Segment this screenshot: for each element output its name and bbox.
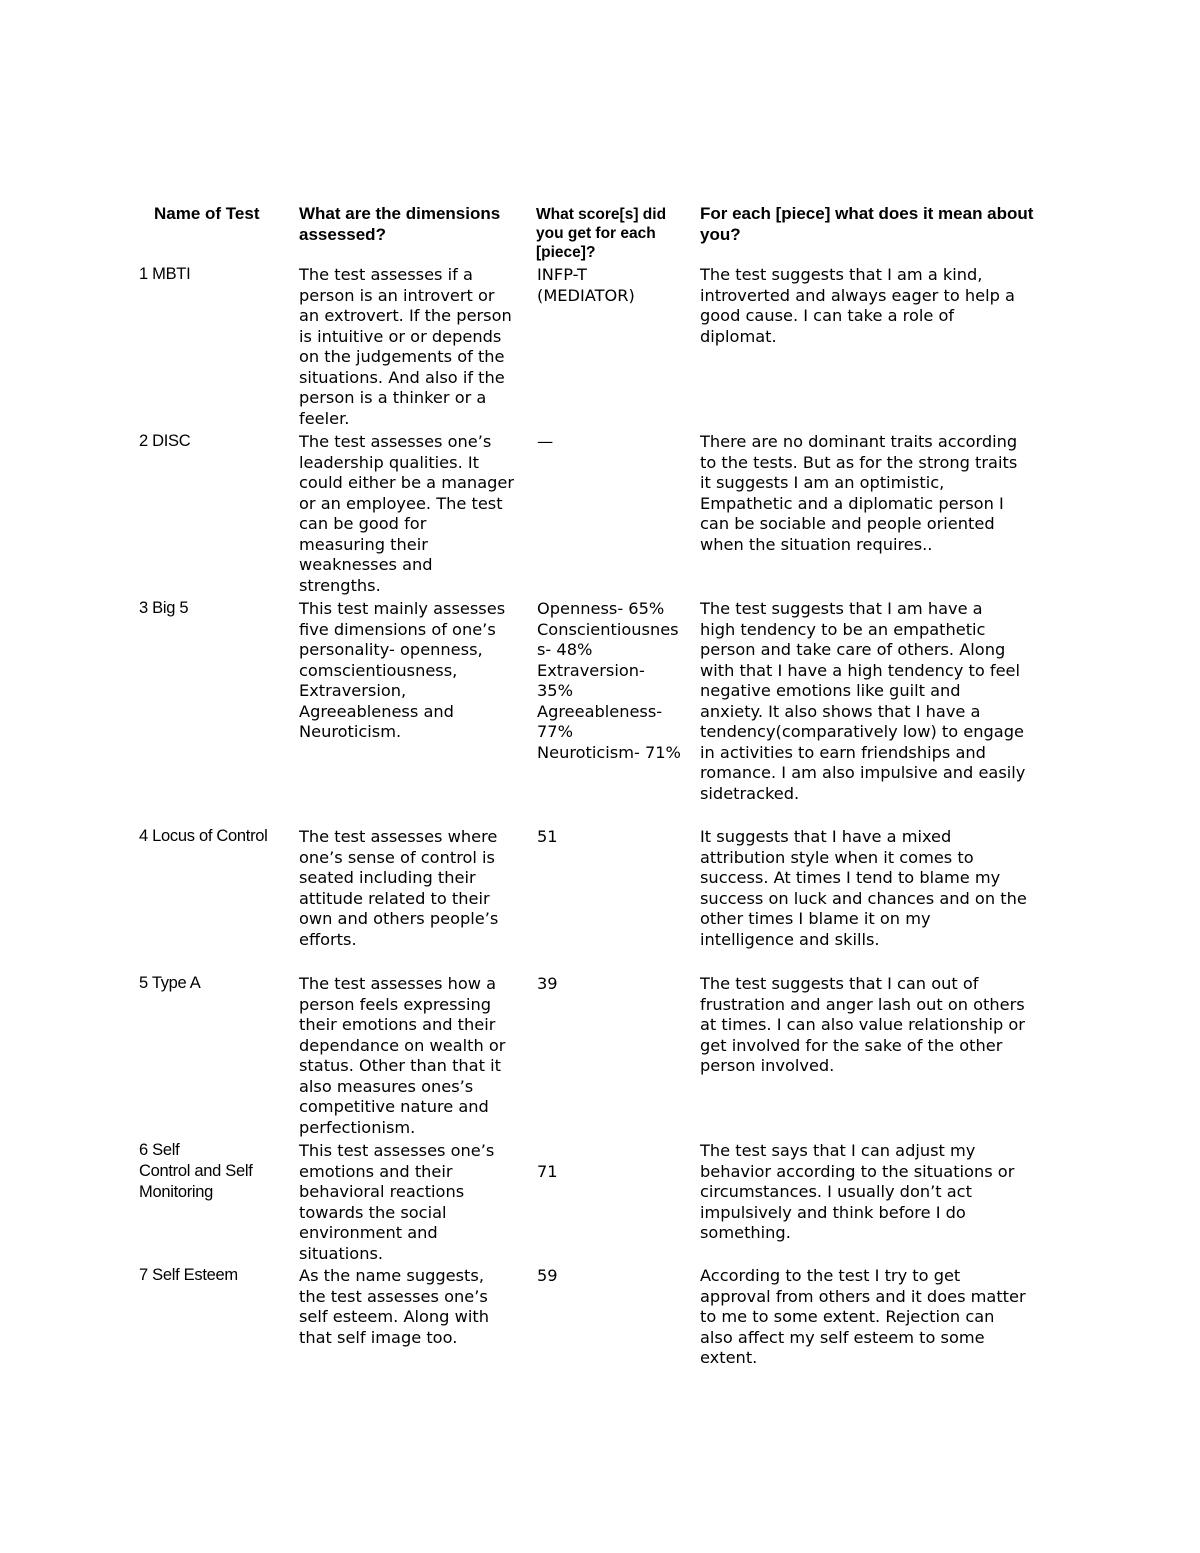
row-5-meaning: The test suggests that I can out of frustration and anger lash out on others at times. I can also value relationship or get involved for the sake of the other person involved. <box>700 974 1025 1075</box>
row-6-name: 6 Self Control and Self Monitoring <box>139 1141 253 1201</box>
header-score: What score[s] did you get for each [piece]? <box>536 206 667 261</box>
row-5-dimensions: The test assesses how a person feels expressing their emotions and their dependance on wealth or status. Other than that it also measures ones’s competitive nature and perfectionism. <box>299 974 506 1137</box>
row-3-name: 3 Big 5 <box>139 599 189 617</box>
row-1-meaning: The test suggests that I am a kind, introverted and always eager to help a good cause. I can take a role of diplomat. <box>700 265 1015 346</box>
row-6-meaning: The test says that I can adjust my behavior according to the situations or circumstances. I usually don’t act impulsively and think before I do something. <box>700 1141 1015 1242</box>
row-4-name: 4 Locus of Control <box>139 827 268 845</box>
row-2-dimensions: The test assesses one’s leadership qualities. It could either be a manager or an employee. The test can be good for measuring their weaknesses and strengths. <box>299 432 515 595</box>
row-1-dimensions: The test assesses if a person is an introvert or an extrovert. If the person is intuitive or or depends on the judgements of the situations. And also if the person is a thinker or a feeler. <box>299 265 512 428</box>
row-6-dimensions: This test assesses one’s emotions and their behavioral reactions towards the social environment and situations. <box>299 1141 495 1263</box>
row-2-meaning: There are no dominant traits according to the tests. But as for the strong traits it suggests I am an optimistic, Empathetic and a diplomatic person I can be sociable and people oriented when the situation requires.. <box>700 432 1018 554</box>
row-6-score: 71 <box>537 1161 558 1181</box>
row-5-name: 5 Type A <box>139 974 201 992</box>
row-2-score: — <box>537 432 554 451</box>
row-3-dimensions: This test mainly assesses five dimensions of one’s personality- openness, comscientiousness, Extraversion, Agreeableness and Neuroticism. <box>299 599 506 741</box>
row-3-meaning: The test suggests that I am have a high tendency to be an empathetic person and take care of others. Along with that I have a high tendency to feel negative emotions like guilt and anxiety. It also shows that I have a tendency(comparatively low) to engage in activities to earn friendships and romance. I am also impulsive and easily sidetracked. <box>700 599 1026 803</box>
header-meaning: For each [piece] what does it mean about you? <box>700 204 1034 244</box>
row-4-score: 51 <box>537 827 558 846</box>
row-7-dimensions: As the name suggests, the test assesses one’s self esteem. Along with that self image too. <box>299 1266 489 1347</box>
row-7-name: 7 Self Esteem <box>139 1266 238 1284</box>
row-4-dimensions: The test assesses where one’s sense of control is seated including their attitude related to their own and others people’s efforts. <box>299 827 499 949</box>
row-3-score: Openness- 65% Conscientiousnes s- 48% Extraversion- 35% Agreeableness- 77% Neuroticism- 71% <box>537 599 681 762</box>
header-name-of-test: Name of Test <box>154 204 260 223</box>
row-1-name: 1 MBTI <box>139 265 191 283</box>
row-1-score: INFP-T (MEDIATOR) <box>537 265 635 305</box>
row-7-meaning: According to the test I try to get approval from others and it does matter to me to some extent. Rejection can also affect my self esteem to some extent. <box>700 1266 1026 1367</box>
row-2-name: 2 DISC <box>139 432 191 450</box>
row-5-score: 39 <box>537 974 558 993</box>
row-7-score: 59 <box>537 1266 558 1285</box>
row-4-meaning: It suggests that I have a mixed attribution style when it comes to success. At times I tend to blame my success on luck and chances and on the other times I blame it on my intelligence and skills. <box>700 827 1027 949</box>
header-dimensions: What are the dimensions assessed? <box>299 204 501 244</box>
